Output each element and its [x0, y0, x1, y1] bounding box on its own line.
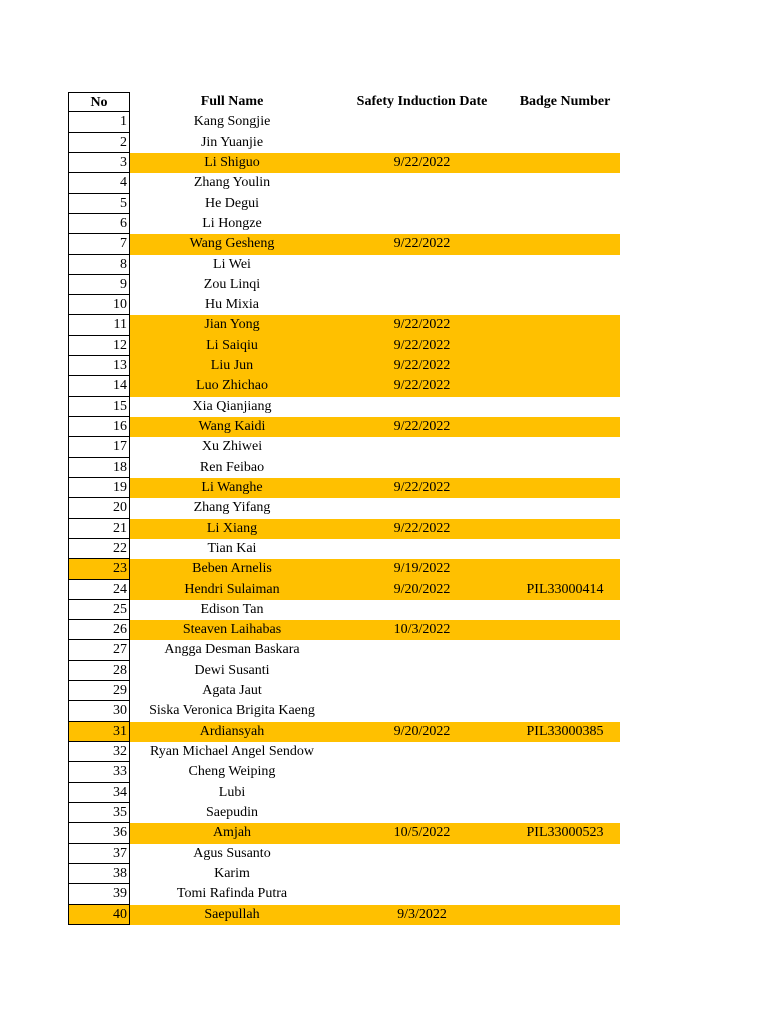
row-number: 22	[68, 539, 130, 559]
induction-date	[334, 762, 510, 782]
full-name: Steaven Laihabas	[182, 622, 282, 638]
induction-date	[334, 742, 510, 762]
row-number: 16	[68, 417, 130, 437]
full-name: Zou Linqi	[203, 276, 261, 292]
row-number: 21	[68, 519, 130, 539]
badge-number	[500, 905, 630, 925]
header-row	[68, 92, 620, 112]
table-row	[68, 153, 620, 173]
induction-date	[334, 884, 510, 904]
badge-number: PIL33000385	[526, 723, 604, 739]
induction-date: 9/22/2022	[393, 378, 451, 394]
row-number: 19	[68, 478, 130, 498]
table-row	[68, 580, 620, 600]
table-row	[68, 356, 620, 376]
badge-number	[500, 295, 630, 315]
induction-date: 9/22/2022	[393, 358, 451, 374]
table-row	[68, 112, 620, 132]
full-name: Li Wanghe	[201, 479, 263, 495]
badge-number	[500, 783, 630, 803]
badge-number	[500, 803, 630, 823]
row-number: 10	[68, 295, 130, 315]
full-name: Xia Qianjiang	[192, 398, 272, 414]
row-number: 5	[68, 194, 130, 214]
table-row	[68, 234, 620, 254]
row-number: 9	[68, 275, 130, 295]
induction-date: 10/3/2022	[393, 622, 451, 638]
row-number: 37	[68, 844, 130, 864]
row-number: 3	[68, 153, 130, 173]
full-name: Lubi	[218, 784, 246, 800]
induction-date	[334, 661, 510, 681]
full-name: Tomi Rafinda Putra	[176, 886, 288, 902]
table-row	[68, 478, 620, 498]
full-name: Liu Jun	[210, 358, 254, 374]
row-number: 28	[68, 661, 130, 681]
table-row	[68, 133, 620, 153]
induction-date	[334, 783, 510, 803]
full-name: Kang Songjie	[193, 114, 271, 130]
table-row	[68, 803, 620, 823]
induction-table	[68, 92, 620, 925]
full-name: Li Hongze	[202, 215, 262, 231]
induction-date	[334, 133, 510, 153]
full-name: Siska Veronica Brigita Kaeng	[149, 703, 315, 719]
full-name: Edison Tan	[200, 601, 264, 617]
table-row	[68, 823, 620, 843]
row-number: 4	[68, 173, 130, 193]
induction-date	[334, 681, 510, 701]
badge-number	[500, 742, 630, 762]
full-name: Tian Kai	[207, 540, 257, 556]
badge-number	[500, 478, 630, 498]
badge-number	[500, 681, 630, 701]
induction-date	[334, 194, 510, 214]
row-number: 40	[68, 905, 130, 925]
induction-date	[334, 701, 510, 721]
full-name: Zhang Yifang	[193, 500, 271, 516]
row-number: 29	[68, 681, 130, 701]
header-badge-number: Badge Number	[519, 94, 611, 109]
table-row	[68, 315, 620, 335]
row-number: 11	[68, 315, 130, 335]
badge-number	[500, 376, 630, 396]
badge-number	[500, 315, 630, 335]
badge-number	[500, 640, 630, 660]
induction-date: 9/22/2022	[393, 419, 451, 434]
full-name: Ren Feibao	[199, 459, 265, 475]
badge-number	[500, 153, 630, 173]
badge-number	[500, 864, 630, 884]
row-number: 36	[68, 823, 130, 843]
induction-date: 9/22/2022	[393, 236, 451, 252]
badge-number	[500, 336, 630, 356]
table-row	[68, 336, 620, 356]
row-number: 14	[68, 376, 130, 396]
full-name: Jian Yong	[204, 317, 260, 333]
table-row	[68, 498, 620, 518]
full-name: Angga Desman Baskara	[164, 642, 300, 658]
row-number: 20	[68, 498, 130, 518]
table-row	[68, 701, 620, 721]
full-name: Hu Mixia	[204, 297, 260, 313]
table-row	[68, 884, 620, 904]
full-name: Cheng Weiping	[188, 764, 276, 780]
induction-date: 9/22/2022	[393, 479, 451, 495]
table-row	[68, 762, 620, 782]
row-number: 33	[68, 762, 130, 782]
induction-date	[334, 173, 510, 193]
row-number: 26	[68, 620, 130, 640]
full-name: Ryan Michael Angel Sendow	[150, 744, 314, 759]
badge-number	[500, 234, 630, 254]
badge-number	[500, 844, 630, 864]
induction-date	[334, 275, 510, 295]
table-row	[68, 376, 620, 396]
table-row	[68, 600, 620, 620]
induction-date	[334, 640, 510, 660]
badge-number	[500, 620, 630, 640]
induction-date	[334, 498, 510, 518]
induction-date: 9/22/2022	[393, 520, 451, 536]
badge-number	[500, 417, 630, 437]
table-row	[68, 275, 620, 295]
badge-number	[500, 498, 630, 518]
full-name: Dewi Susanti	[194, 662, 270, 678]
table-row	[68, 640, 620, 660]
header-no: No	[68, 92, 130, 112]
row-number: 8	[68, 255, 130, 275]
full-name: Xu Zhiwei	[201, 439, 263, 455]
table-row	[68, 173, 620, 193]
table-row	[68, 661, 620, 681]
induction-date: 9/20/2022	[393, 581, 451, 597]
table-row	[68, 864, 620, 884]
badge-number	[500, 194, 630, 214]
table-row	[68, 194, 620, 214]
induction-date: 10/5/2022	[393, 825, 451, 841]
table-row	[68, 214, 620, 234]
full-name: Wang Kaidi	[198, 419, 266, 434]
table-row	[68, 681, 620, 701]
induction-date: 9/20/2022	[393, 723, 451, 739]
induction-date	[334, 844, 510, 864]
full-name: Saepullah	[204, 906, 260, 922]
row-number: 7	[68, 234, 130, 254]
full-name: Li Saiqiu	[206, 337, 258, 353]
induction-date	[334, 112, 510, 132]
full-name: He Degui	[204, 195, 260, 211]
full-name: Luo Zhichao	[196, 378, 268, 394]
badge-number: PIL33000414	[526, 581, 604, 597]
induction-date	[334, 255, 510, 275]
badge-number	[500, 519, 630, 539]
header-full-name: Full Name	[200, 94, 264, 109]
row-number: 15	[68, 397, 130, 417]
row-number: 25	[68, 600, 130, 620]
induction-date: 9/3/2022	[397, 906, 447, 922]
induction-date	[334, 397, 510, 417]
row-number: 12	[68, 336, 130, 356]
induction-date	[334, 600, 510, 620]
badge-number	[500, 133, 630, 153]
table-row	[68, 722, 620, 742]
badge-number	[500, 559, 630, 579]
row-number: 38	[68, 864, 130, 884]
full-name: Jin Yuanjie	[200, 134, 264, 150]
table-row	[68, 742, 620, 762]
row-number: 1	[68, 112, 130, 132]
full-name: Zhang Youlin	[193, 175, 271, 191]
badge-number	[500, 397, 630, 417]
badge-number	[500, 112, 630, 132]
full-name: Li Shiguo	[204, 154, 260, 170]
induction-date: 9/22/2022	[393, 337, 451, 353]
table-row	[68, 905, 620, 925]
row-number: 39	[68, 884, 130, 904]
row-number: 23	[68, 559, 130, 579]
induction-date: 9/22/2022	[393, 154, 451, 170]
badge-number	[500, 661, 630, 681]
full-name: Wang Gesheng	[189, 236, 275, 252]
table-body	[68, 112, 620, 925]
induction-date	[334, 458, 510, 478]
row-number: 18	[68, 458, 130, 478]
table-row	[68, 458, 620, 478]
table-row	[68, 397, 620, 417]
induction-date	[334, 864, 510, 884]
badge-number	[500, 600, 630, 620]
row-number: 32	[68, 742, 130, 762]
badge-number	[500, 884, 630, 904]
full-name: Agata Jaut	[202, 683, 262, 699]
row-number: 6	[68, 214, 130, 234]
induction-date	[334, 437, 510, 457]
badge-number	[500, 356, 630, 376]
row-number: 27	[68, 640, 130, 660]
full-name: Ardiansyah	[199, 723, 265, 739]
table-row	[68, 620, 620, 640]
badge-number	[500, 437, 630, 457]
row-number: 34	[68, 783, 130, 803]
table-row	[68, 539, 620, 559]
badge-number	[500, 275, 630, 295]
table-row	[68, 255, 620, 275]
induction-date: 9/19/2022	[393, 561, 451, 577]
table-row	[68, 295, 620, 315]
table-row	[68, 559, 620, 579]
table-row	[68, 844, 620, 864]
full-name: Beben Arnelis	[192, 561, 272, 577]
full-name: Agus Susanto	[193, 845, 271, 861]
table-row	[68, 417, 620, 437]
badge-number: PIL33000523	[526, 825, 604, 841]
induction-date	[334, 214, 510, 234]
full-name: Li Wei	[213, 256, 251, 272]
full-name: Li Xiang	[206, 520, 258, 536]
table-row	[68, 519, 620, 539]
badge-number	[500, 214, 630, 234]
badge-number	[500, 539, 630, 559]
induction-date	[334, 539, 510, 559]
row-number: 24	[68, 580, 130, 600]
row-number: 30	[68, 701, 130, 721]
badge-number	[500, 255, 630, 275]
table-row	[68, 437, 620, 457]
row-number: 2	[68, 133, 130, 153]
full-name: Saepudin	[205, 804, 259, 820]
row-number: 31	[68, 722, 130, 742]
badge-number	[500, 762, 630, 782]
header-safety-induction-date: Safety Induction Date	[356, 94, 488, 109]
badge-number	[500, 701, 630, 721]
badge-number	[500, 458, 630, 478]
full-name: Karim	[214, 865, 250, 881]
induction-date	[334, 803, 510, 823]
full-name: Hendri Sulaiman	[184, 581, 280, 597]
row-number: 35	[68, 803, 130, 823]
induction-date: 9/22/2022	[393, 317, 451, 333]
row-number: 17	[68, 437, 130, 457]
full-name: Amjah	[212, 825, 252, 841]
badge-number	[500, 173, 630, 193]
table-row	[68, 783, 620, 803]
induction-date	[334, 295, 510, 315]
row-number: 13	[68, 356, 130, 376]
